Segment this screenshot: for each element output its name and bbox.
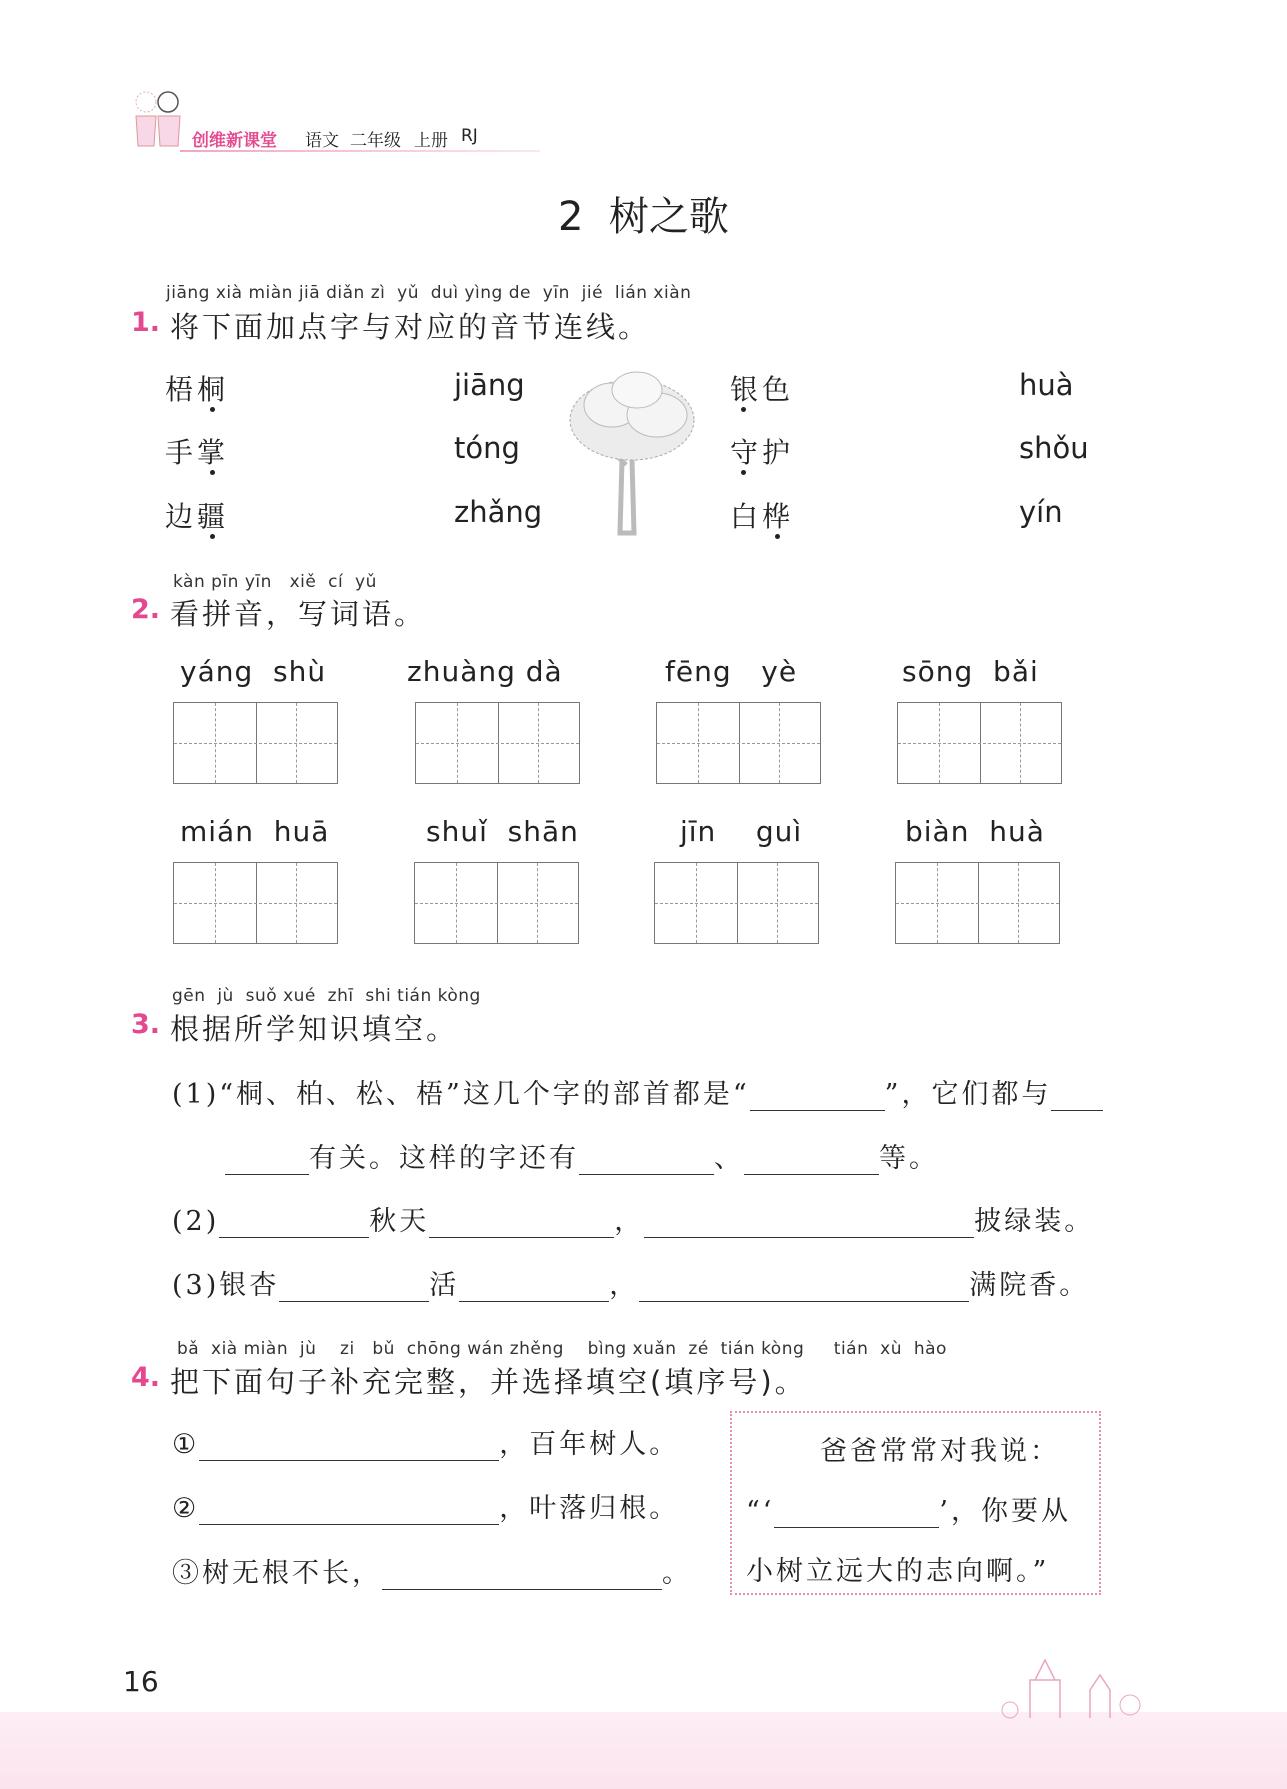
q4-sentence-3 — [172, 1551, 692, 1590]
q3-p2-label: (2) — [172, 1206, 220, 1237]
emphasis-dot — [741, 470, 746, 475]
quote-box — [730, 1411, 1101, 1595]
writing-grid[interactable] — [173, 862, 338, 944]
emphasis-dot — [741, 407, 746, 412]
tree-illustration-icon — [562, 365, 702, 541]
writing-grid[interactable] — [656, 702, 821, 784]
q2-number: 2. — [131, 594, 161, 625]
q4-sentence-1 — [172, 1422, 679, 1461]
sentence-text: 。 — [662, 1558, 692, 1589]
left-syllable-1: jiāng — [454, 368, 525, 402]
left-syllable-2: tóng — [454, 431, 520, 465]
word-pinyin-1: yáng shù — [180, 655, 327, 688]
q3-p2-text: 披绿装。 — [974, 1206, 1095, 1237]
blank[interactable] — [219, 1209, 369, 1238]
q2-instruction: 看拼音，写词语。 — [170, 597, 427, 631]
q3-p3-text: 满院香。 — [969, 1270, 1090, 1301]
circled-number: ① — [172, 1429, 200, 1460]
sentence-text: ③树无根不长， — [172, 1558, 382, 1589]
blank-example-2[interactable] — [744, 1146, 879, 1175]
q3-p1-text: 、 — [714, 1143, 744, 1174]
right-word-3: 白桦 — [730, 500, 795, 533]
sentence-text: ，百年树人。 — [499, 1429, 680, 1460]
quote-line-1: 爸爸常常对我说： — [820, 1436, 1060, 1467]
q4-pinyin: bǎ xià miàn jù zi bǔ chōng wán zhěng bìng xuǎn zé tián kòng tián xù hào — [177, 1339, 947, 1359]
blank-related[interactable] — [225, 1146, 309, 1175]
q3-p3-text: ， — [609, 1270, 640, 1301]
word-pinyin-7: jīn guì — [680, 815, 803, 848]
blank-related[interactable] — [1051, 1082, 1103, 1111]
blank[interactable] — [199, 1432, 499, 1461]
q3-number: 3. — [131, 1009, 161, 1040]
blank[interactable] — [639, 1273, 969, 1302]
blank[interactable] — [429, 1209, 614, 1238]
castle-illustration-icon — [990, 1650, 1160, 1724]
word-pinyin-4: sōng bǎi — [902, 655, 1039, 688]
header-edition: RJ — [461, 126, 478, 146]
blank[interactable] — [199, 1496, 499, 1525]
right-word-2: 守护 — [730, 436, 795, 469]
q3-instruction: 根据所学知识填空。 — [170, 1012, 459, 1046]
children-illustration-icon — [128, 88, 188, 158]
q4-number: 4. — [131, 1362, 161, 1393]
blank-radical[interactable] — [750, 1082, 885, 1111]
left-word-2: 手掌 — [165, 436, 230, 469]
q3-line-1 — [172, 1072, 1103, 1111]
q3-p2-text: 秋天 — [369, 1206, 430, 1237]
q3-line-2 — [225, 1136, 939, 1175]
emphasis-dot — [210, 534, 215, 539]
quote-line-2 — [746, 1489, 1071, 1528]
emphasis-dot — [210, 407, 215, 412]
blank[interactable] — [459, 1273, 609, 1302]
quote-line-3: 小树立远大的志向啊。” — [746, 1556, 1050, 1587]
quote-text: “‘ — [746, 1496, 775, 1527]
q3-p3-text: 活 — [429, 1270, 460, 1301]
writing-grid[interactable] — [173, 702, 338, 784]
header-subject: 语文 — [305, 131, 339, 151]
right-syllable-2: shǒu — [1019, 431, 1089, 465]
header-grade: 二年级 — [350, 131, 401, 151]
q3-p1-text: ”，它们都与 — [884, 1079, 1052, 1110]
q1-pinyin: jiāng xià miàn jiā diǎn zì yǔ duì yìng de yīn jié lián xiàn — [166, 283, 692, 303]
left-word-1: 梧桐 — [165, 373, 230, 406]
sentence-text: ，叶落归根。 — [499, 1493, 680, 1524]
q4-instruction: 把下面句子补充完整，并选择填空(填序号)。 — [170, 1365, 807, 1399]
page-title: 2 树之歌 — [558, 194, 729, 240]
word-pinyin-5: mián huā — [180, 815, 330, 848]
q3-p3-label: (3)银杏 — [172, 1270, 280, 1301]
right-word-1: 银色 — [730, 373, 795, 406]
emphasis-dot — [210, 470, 215, 475]
writing-grid[interactable] — [654, 862, 819, 944]
writing-grid[interactable] — [895, 862, 1060, 944]
blank-example-1[interactable] — [579, 1146, 714, 1175]
blank[interactable] — [644, 1209, 974, 1238]
word-pinyin-6: shuǐ shān — [426, 815, 579, 848]
q3-line-4 — [172, 1263, 1089, 1302]
right-syllable-1: huà — [1019, 368, 1074, 402]
q4-sentence-2 — [172, 1486, 679, 1525]
blank[interactable] — [279, 1273, 429, 1302]
writing-grid[interactable] — [414, 862, 579, 944]
emphasis-dot — [775, 534, 780, 539]
q3-p1-text: 等。 — [879, 1143, 939, 1174]
q3-pinyin: gēn jù suǒ xué zhī shi tián kòng — [172, 986, 481, 1006]
left-syllable-3: zhǎng — [454, 495, 543, 529]
writing-grid[interactable] — [415, 702, 580, 784]
right-syllable-3: yín — [1019, 495, 1063, 529]
q2-pinyin: kàn pīn yīn xiě cí yǔ — [173, 572, 377, 592]
q3-p2-text: ， — [614, 1206, 645, 1237]
header-volume: 上册 — [414, 131, 448, 151]
page-number: 16 — [123, 1665, 159, 1698]
circled-number: ② — [172, 1493, 200, 1524]
q1-instruction: 将下面加点字与对应的音节连线。 — [170, 310, 651, 344]
left-word-3: 边疆 — [165, 500, 230, 533]
q1-number: 1. — [131, 307, 161, 338]
writing-grid[interactable] — [897, 702, 1062, 784]
word-pinyin-8: biàn huà — [905, 815, 1045, 848]
blank[interactable] — [382, 1561, 662, 1590]
blank[interactable] — [774, 1499, 939, 1528]
word-pinyin-3: fēng yè — [665, 655, 798, 688]
word-pinyin-2: zhuàng dà — [407, 655, 563, 688]
brand-label: 创维新课堂 — [192, 131, 277, 151]
q3-p1-text: (1)“桐、柏、松、梧”这几个字的部首都是“ — [172, 1079, 750, 1110]
q3-p1-text: 有关。这样的字还有 — [309, 1143, 579, 1174]
quote-text: ’，你要从 — [939, 1496, 1071, 1527]
q3-line-3 — [172, 1199, 1094, 1238]
